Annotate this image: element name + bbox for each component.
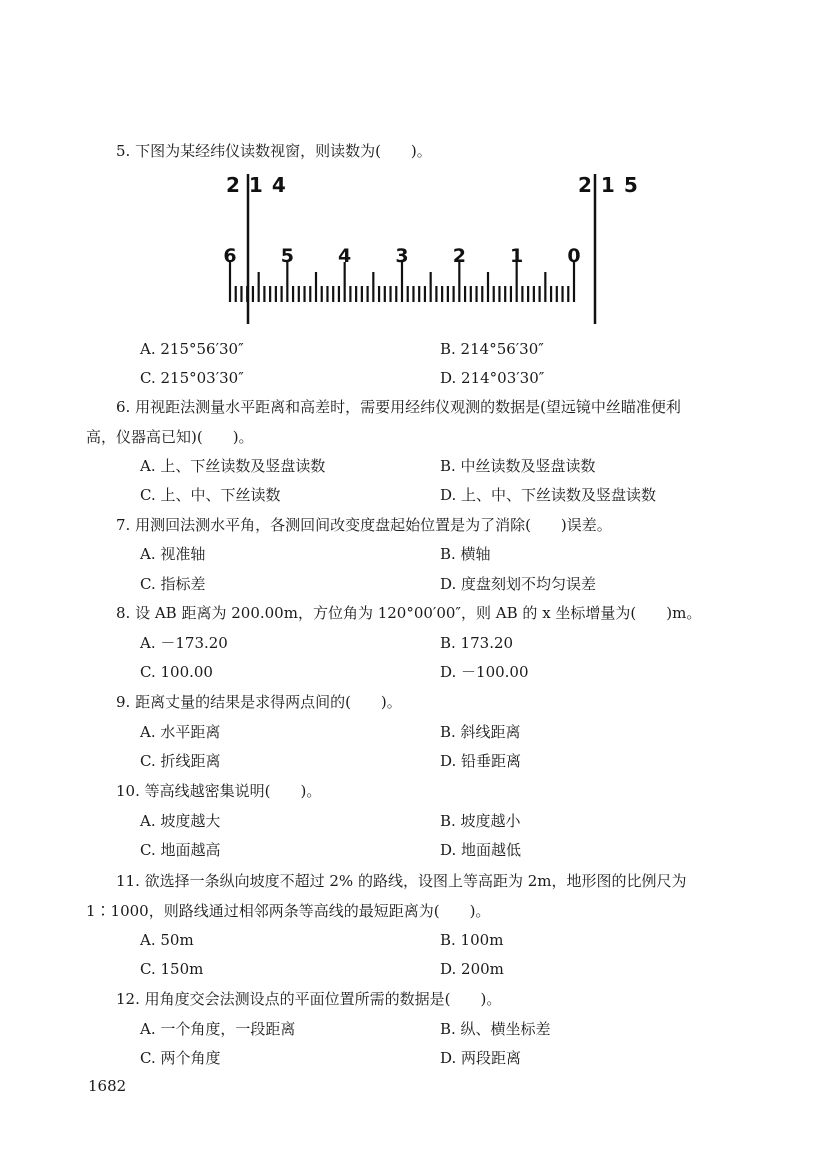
question-5-stem: 5. 下图为某经纬仪读数视窗，则读数为( )。 [116,142,432,160]
question-12-option-b: B. 纵、横坐标差 [440,1020,551,1038]
question-10-option-c: C. 地面越高 [140,841,221,859]
question-7-option-c: C. 指标差 [140,575,206,593]
question-5-option-b: B. 214°56′30″ [440,340,544,358]
question-10-stem: 10. 等高线越密集说明( )。 [116,782,322,800]
question-6-option-d: D. 上、中、下丝读数及竖盘读数 [440,486,657,504]
question-5-option-c: C. 215°03′30″ [140,369,244,387]
question-11-stem: 11. 欲选择一条纵向坡度不超过 2% 的路线，设图上等高距为 2m，地形图的比例尺为 [116,872,687,890]
question-8-option-d: D. －100.00 [440,663,529,681]
question-9-stem: 9. 距离丈量的结果是求得两点间的( )。 [116,693,402,711]
question-6-option-c: C. 上、中、下丝读数 [140,486,281,504]
question-9-option-b: B. 斜线距离 [440,723,521,741]
theodolite-reading-window [214,168,647,330]
question-11-option-c: C. 150m [140,960,204,978]
question-12-option-d: D. 两段距离 [440,1049,522,1067]
page-number: 1682 [88,1077,127,1095]
question-9-option-d: D. 铅垂距离 [440,752,522,770]
minute-label: 2 [452,245,466,267]
question-12-option-a: A. 一个角度，一段距离 [140,1020,296,1038]
question-10-option-a: A. 坡度越大 [140,812,221,830]
question-7-option-b: B. 横轴 [440,545,491,563]
question-6-stem: 6. 用视距法测量水平距离和高差时，需要用经纬仪观测的数据是(望远镜中丝瞄准便利 [116,398,681,416]
minute-label: 6 [223,245,237,267]
question-10-option-d: D. 地面越低 [440,841,522,859]
question-11-stem-cont: 1∶1000，则路线通过相邻两条等高线的最短距离为( )。 [86,902,491,920]
question-6-stem-cont: 高，仪器高已知)( )。 [86,428,254,446]
minute-label: 3 [395,245,409,267]
question-6-option-a: A. 上、下丝读数及竖盘读数 [140,457,326,475]
question-6-option-b: B. 中丝读数及竖盘读数 [440,457,596,475]
question-8-option-c: C. 100.00 [140,663,213,681]
question-5-option-a: A. 215°56′30″ [140,340,244,358]
question-8-option-a: A. －173.20 [140,634,228,652]
degree-label-right: 215 [578,173,647,197]
minute-label: 4 [338,245,352,267]
minute-label: 0 [567,245,581,267]
question-5-option-d: D. 214°03′30″ [440,369,545,387]
question-9-option-a: A. 水平距离 [140,723,221,741]
question-8-stem: 8. 设 AB 距离为 200.00m，方位角为 120°00′00″，则 AB 的 x 坐标增量为( )m。 [116,604,702,622]
question-11-option-a: A. 50m [140,931,194,949]
question-12-option-c: C. 两个角度 [140,1049,221,1067]
degree-label-left: 214 [226,173,295,197]
question-11-option-b: B. 100m [440,931,504,949]
question-11-option-d: D. 200m [440,960,504,978]
minute-label: 5 [280,245,294,267]
minute-label: 1 [510,245,524,267]
question-8-option-b: B. 173.20 [440,634,514,652]
question-12-stem: 12. 用角度交会法测设点的平面位置所需的数据是( )。 [116,990,502,1008]
question-7-option-a: A. 视准轴 [140,545,206,563]
question-10-option-b: B. 坡度越小 [440,812,521,830]
question-9-option-c: C. 折线距离 [140,752,221,770]
question-7-stem: 7. 用测回法测水平角，各测回间改变度盘起始位置是为了消除( )误差。 [116,516,612,534]
question-7-option-d: D. 度盘刻划不均匀误差 [440,575,597,593]
minute-scale-ticks [230,262,574,302]
